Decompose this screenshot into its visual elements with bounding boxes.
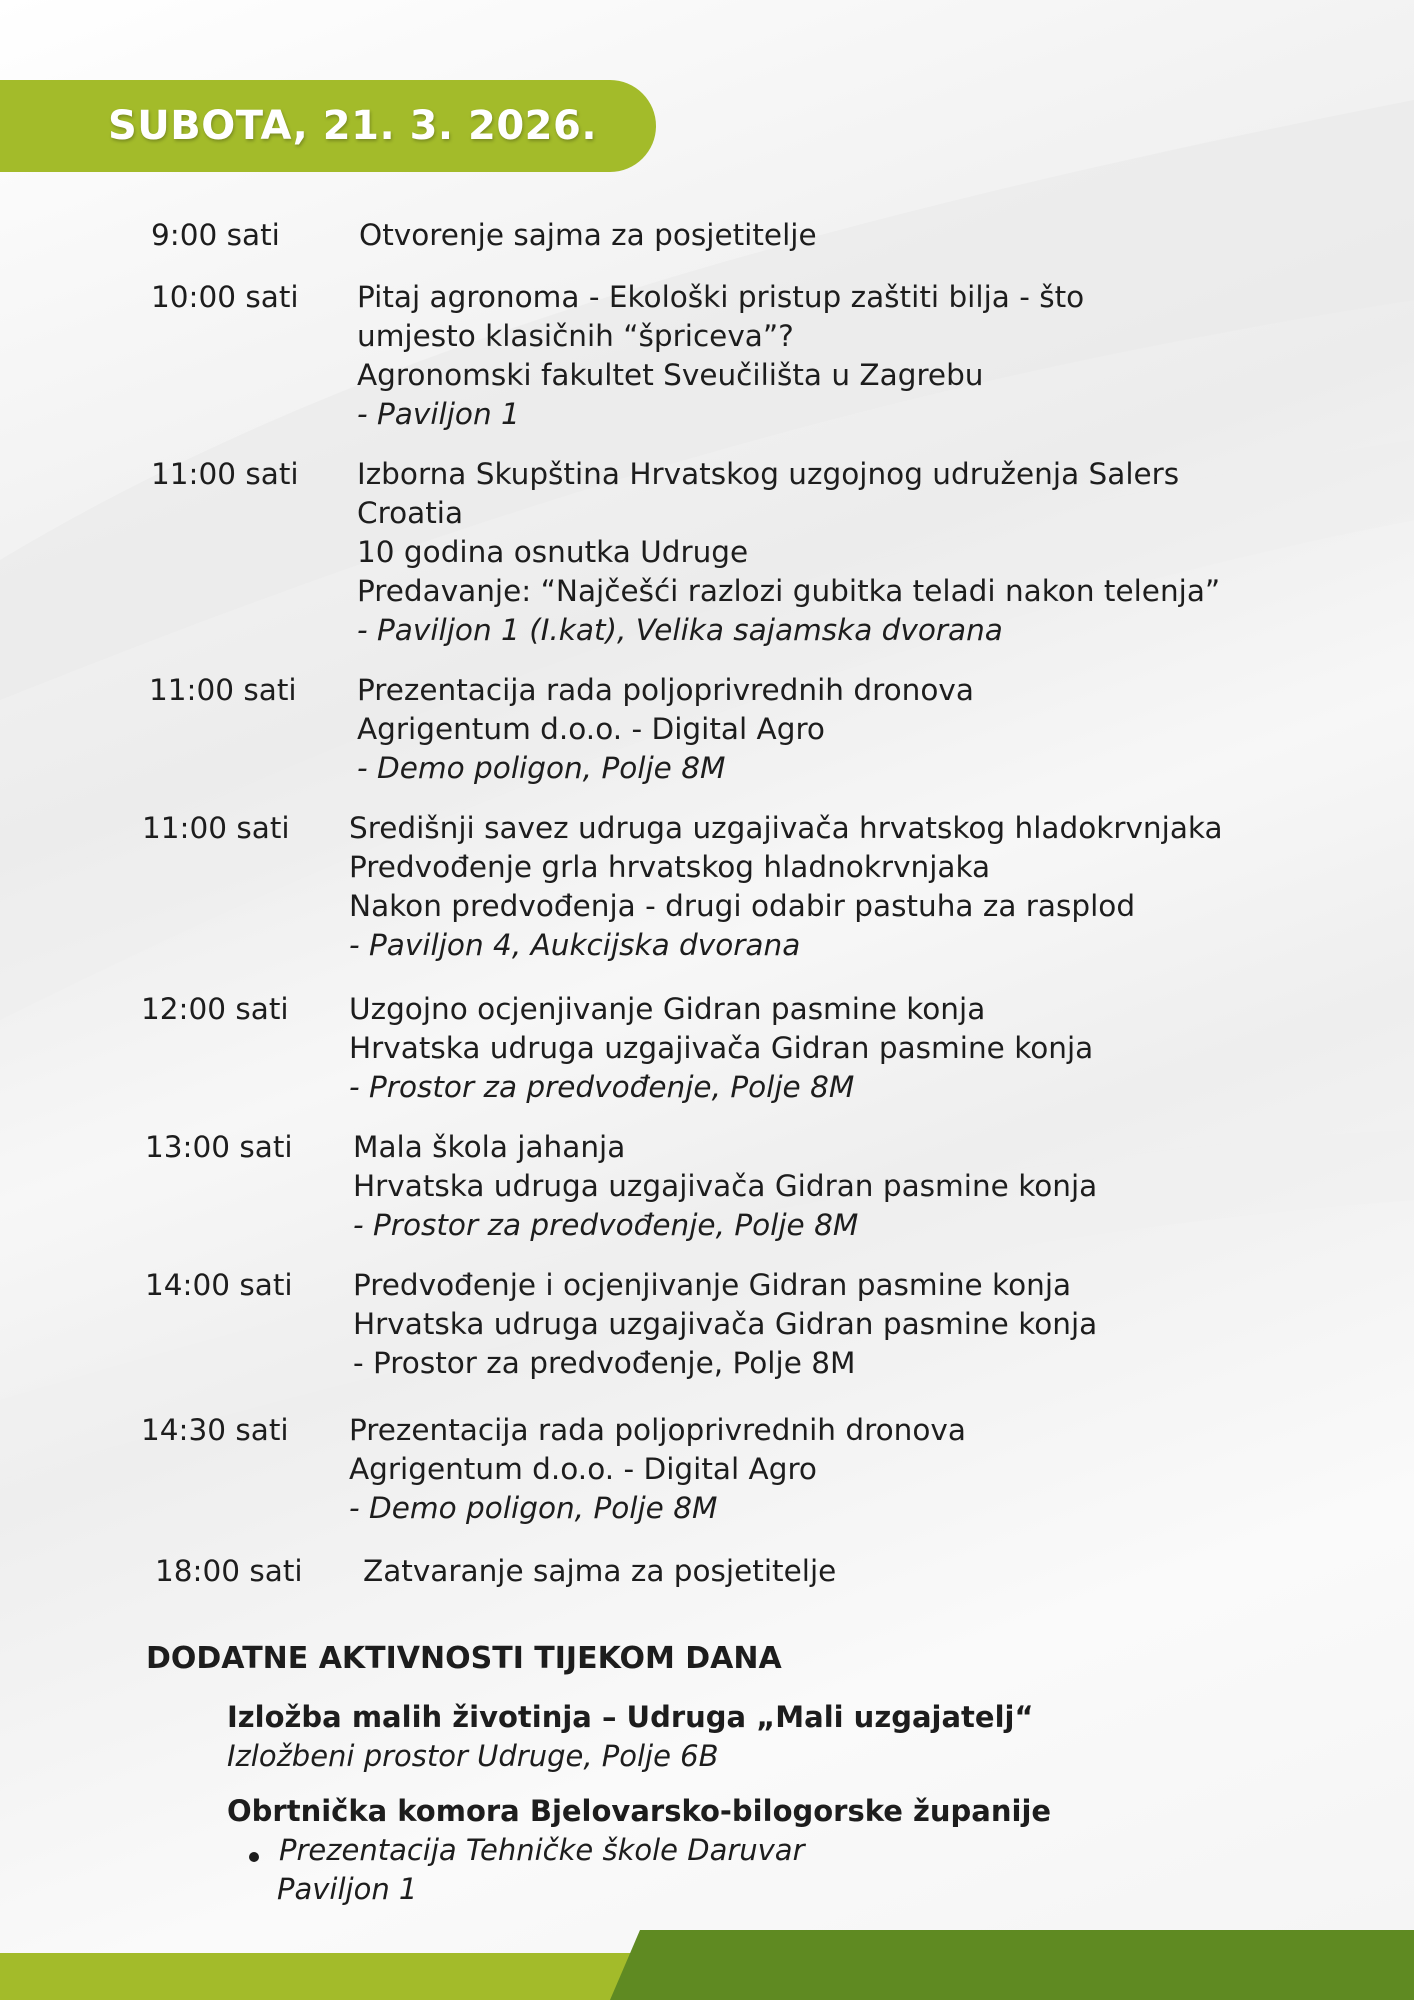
schedule-time: 11:00 sati — [142, 811, 290, 845]
schedule-location: - Prostor za predvođenje, Polje 8M — [353, 1208, 859, 1242]
schedule-line: Agrigentum d.o.o. - Digital Agro — [357, 712, 825, 746]
extras-detail: Paviljon 1 — [277, 1872, 418, 1906]
schedule-time: 18:00 sati — [155, 1554, 303, 1588]
schedule-location: - Demo poligon, Polje 8M — [357, 751, 726, 785]
schedule-time: 9:00 sati — [151, 218, 280, 252]
extras-title: DODATNE AKTIVNOSTI TIJEKOM DANA — [146, 1641, 782, 1676]
schedule-location: - Demo poligon, Polje 8M — [349, 1491, 718, 1525]
extras-detail: Izložbeni prostor Udruge, Polje 6B — [227, 1739, 719, 1773]
schedule-line: Hrvatska udruga uzgajivača Gidran pasmine konja — [353, 1307, 1098, 1341]
schedule-line: Hrvatska udruga uzgajivača Gidran pasmine konja — [349, 1031, 1094, 1065]
schedule-line: Nakon predvođenja - drugi odabir pastuha za rasplod — [349, 889, 1136, 923]
schedule-line: Pitaj agronoma - Ekološki pristup zaštiti bilja - što — [357, 280, 1085, 314]
schedule-time: 13:00 sati — [145, 1130, 293, 1164]
schedule-location: - Paviljon 1 — [357, 397, 520, 431]
schedule-location: - Paviljon 4, Aukcijska dvorana — [349, 928, 801, 962]
schedule-time: 11:00 sati — [149, 673, 297, 707]
schedule-time: 12:00 sati — [141, 992, 289, 1026]
schedule-line: Croatia — [357, 496, 464, 530]
schedule-time: 14:00 sati — [145, 1268, 293, 1302]
schedule-time: 14:30 sati — [141, 1413, 289, 1447]
schedule-line: - Prostor za predvođenje, Polje 8M — [353, 1346, 856, 1380]
schedule-location: - Paviljon 1 (I.kat), Velika sajamska dvorana — [357, 613, 1003, 647]
schedule-line: Prezentacija rada poljoprivrednih dronova — [349, 1413, 966, 1447]
schedule-line: Izborna Skupština Hrvatskog uzgojnog udruženja Salers — [357, 457, 1180, 491]
footer-band-dark — [610, 1930, 1414, 2000]
schedule-line: Agrigentum d.o.o. - Digital Agro — [349, 1452, 817, 1486]
schedule-line: Uzgojno ocjenjivanje Gidran pasmine konja — [349, 992, 986, 1026]
schedule-line: Hrvatska udruga uzgajivača Gidran pasmine konja — [353, 1169, 1098, 1203]
schedule-line: umjesto klasičnih “špriceva”? — [357, 319, 794, 353]
schedule-line: 10 godina osnutka Udruge — [357, 535, 749, 569]
footer-band-light — [0, 1953, 640, 2000]
schedule-line: Predavanje: “Najčešći razlozi gubitka teladi nakon telenja” — [357, 574, 1221, 608]
date-header — [0, 80, 656, 172]
extras-bullet-item: Prezentacija Tehničke škole Daruvar — [279, 1833, 805, 1867]
date-title: SUBOTA, 21. 3. 2026. — [108, 103, 598, 149]
schedule-line: Prezentacija rada poljoprivrednih dronova — [357, 673, 974, 707]
schedule-line: Mala škola jahanja — [353, 1130, 626, 1164]
extras-heading: Obrtnička komora Bjelovarsko-bilogorske županije — [227, 1794, 1052, 1828]
schedule-line: Otvorenje sajma za posjetitelje — [359, 218, 817, 252]
schedule-line: Predvođenje i ocjenjivanje Gidran pasmine konja — [353, 1268, 1072, 1302]
schedule-time: 11:00 sati — [151, 457, 299, 491]
schedule-line: Agronomski fakultet Sveučilišta u Zagrebu — [357, 358, 984, 392]
extras-heading: Izložba malih životinja – Udruga „Mali uzgajatelj“ — [227, 1700, 1034, 1734]
bullet-icon — [249, 1852, 259, 1862]
schedule-time: 10:00 sati — [151, 280, 299, 314]
schedule-line: Središnji savez udruga uzgajivača hrvatskog hladokrvnjaka — [349, 811, 1223, 845]
schedule-location: - Prostor za predvođenje, Polje 8M — [349, 1070, 855, 1104]
schedule-line: Zatvaranje sajma za posjetitelje — [363, 1554, 837, 1588]
schedule-line: Predvođenje grla hrvatskog hladnokrvnjaka — [349, 850, 991, 884]
